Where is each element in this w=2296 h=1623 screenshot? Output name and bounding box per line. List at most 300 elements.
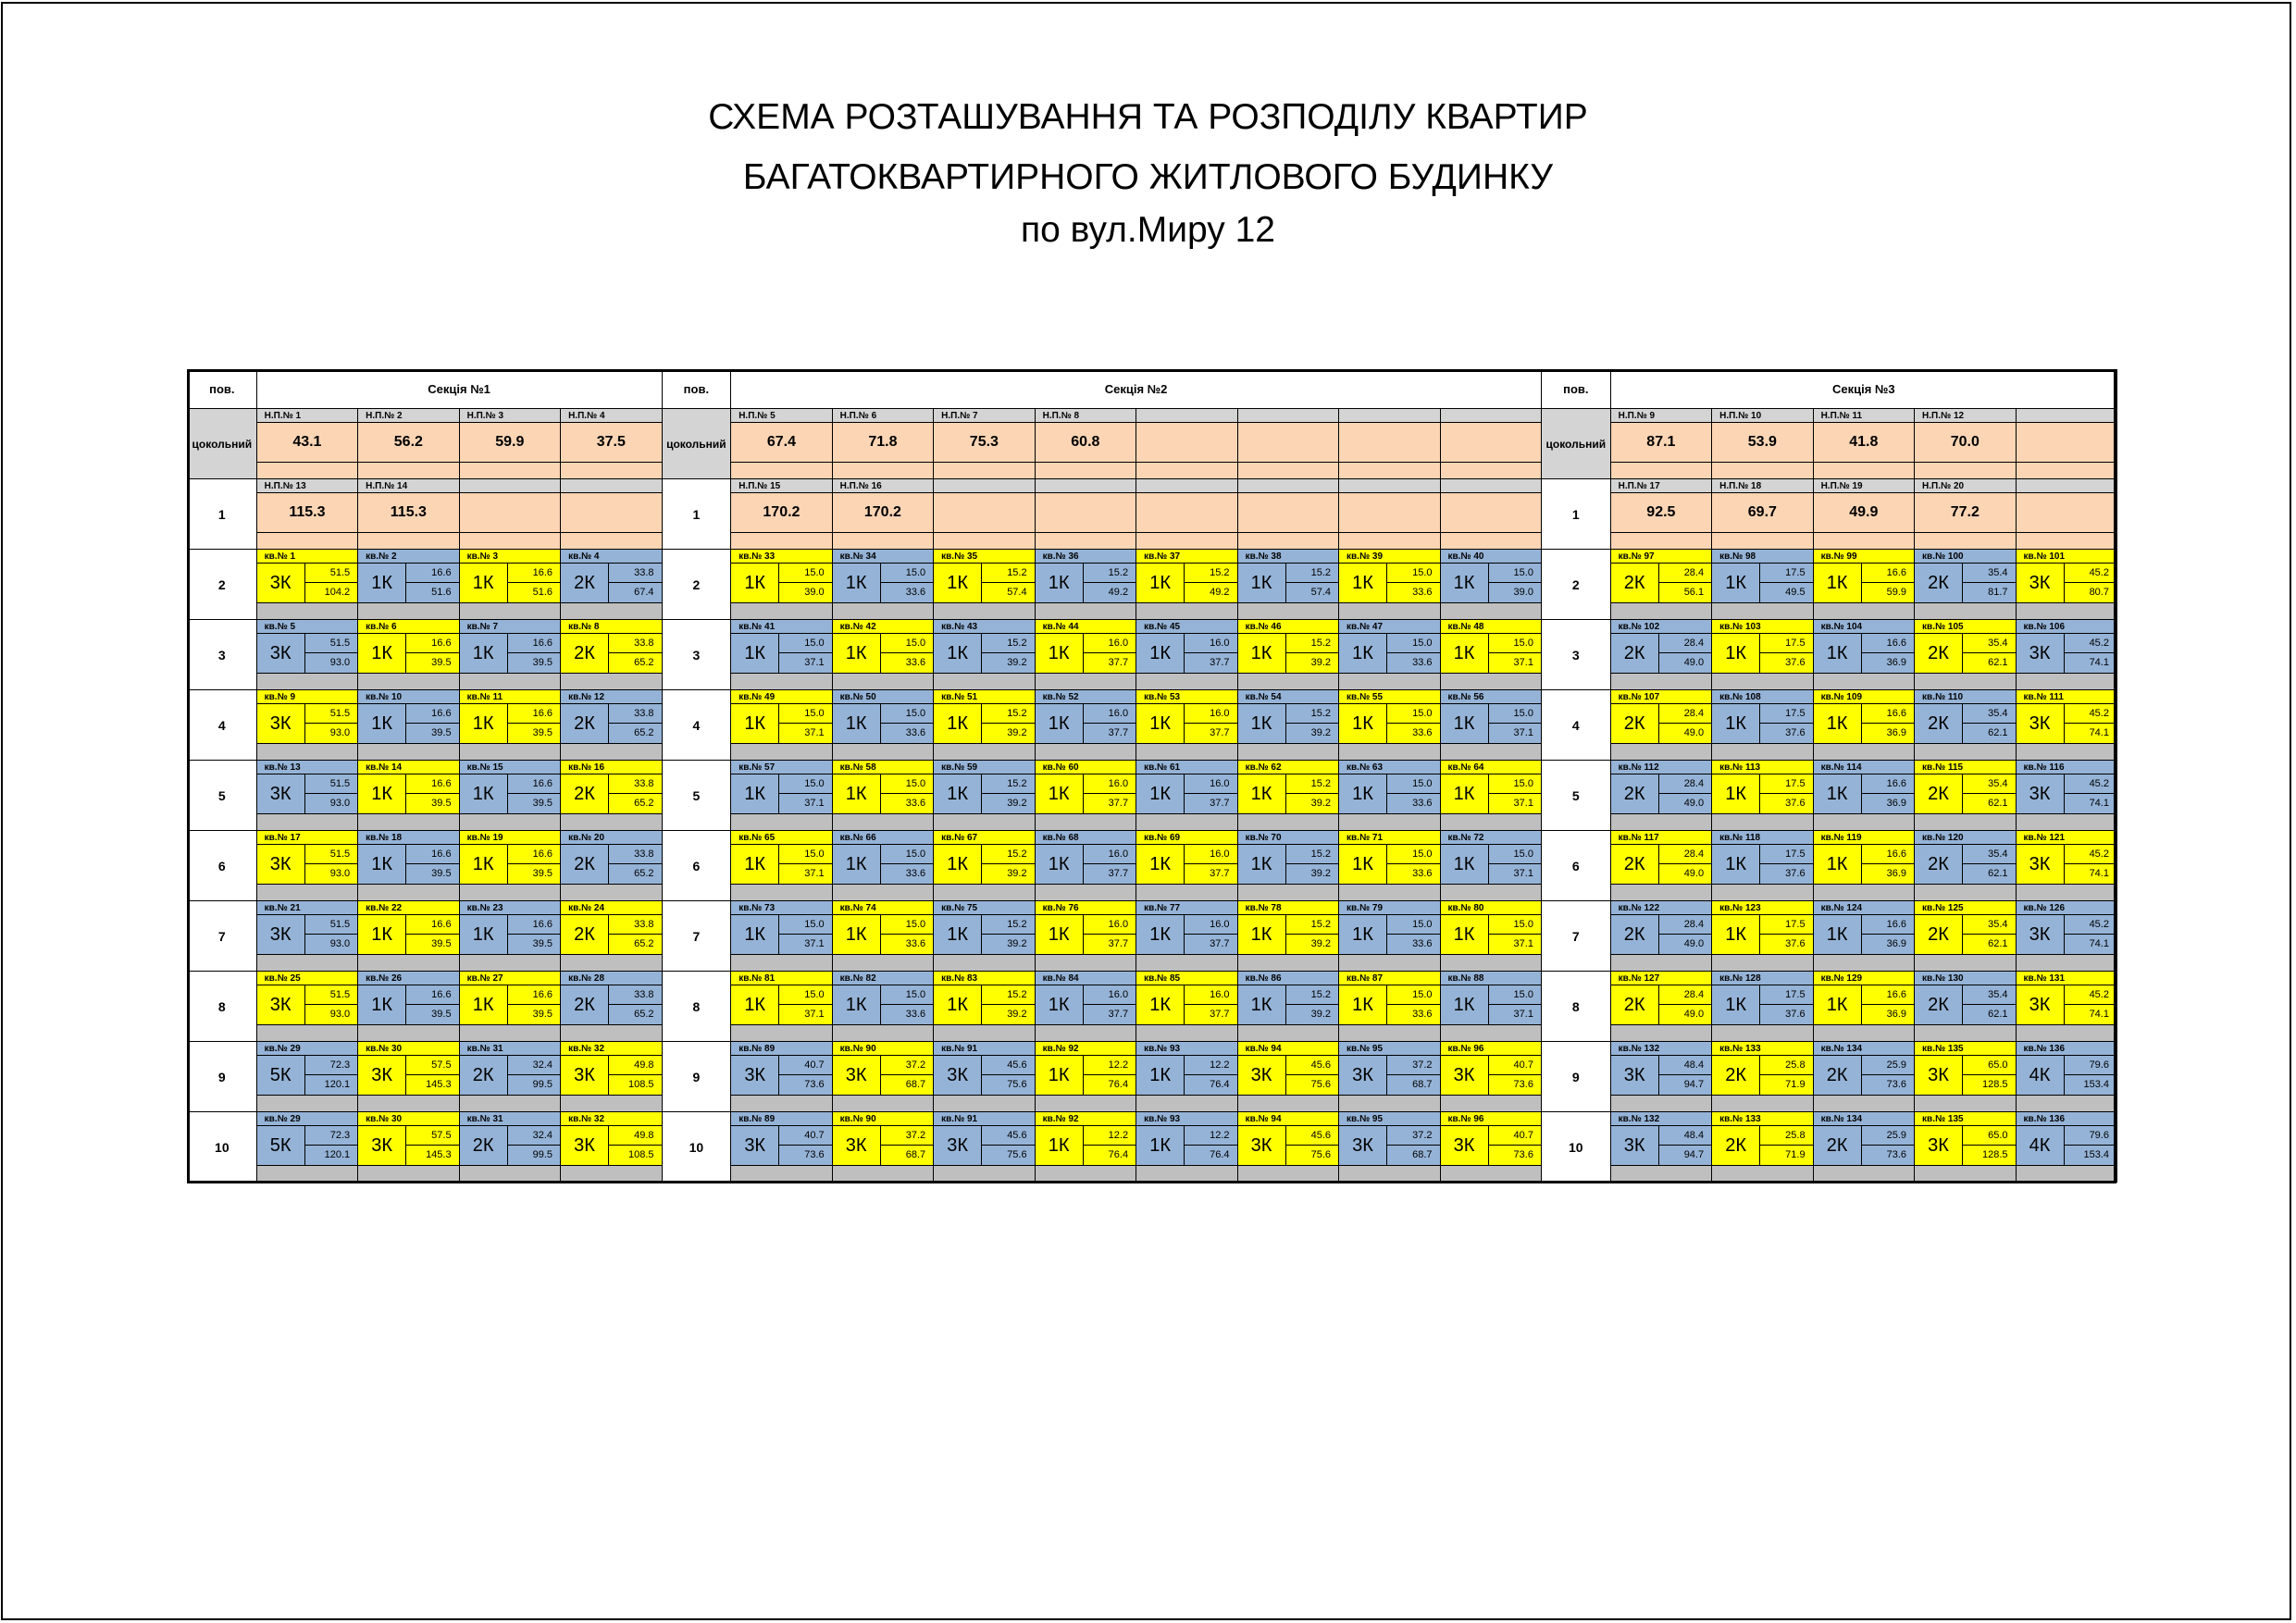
- premises-area-box: [1814, 423, 1914, 462]
- apartment-number: кв.№ 105: [1915, 620, 2015, 634]
- row-spacer: [731, 884, 831, 900]
- total-area: 39.5: [532, 868, 553, 879]
- living-area: 16.0: [1185, 845, 1236, 864]
- room-count: 3К: [257, 774, 305, 813]
- room-count: 1К: [1136, 985, 1185, 1024]
- living-area: 45.6: [982, 1056, 1034, 1075]
- room-count: 1К: [731, 564, 779, 602]
- row-spacer: [1441, 462, 1541, 478]
- row-spacer: [257, 1165, 357, 1182]
- apartment-cell: [1813, 1041, 1915, 1112]
- row-spacer: [1712, 1165, 1812, 1182]
- row-spacer: [257, 954, 357, 971]
- row-spacer: [1339, 532, 1439, 549]
- room-count: 1К: [1814, 845, 1862, 884]
- apartment-number: кв.№ 79: [1339, 901, 1439, 915]
- room-count: 2К: [1915, 564, 1963, 602]
- room-count: 1К: [833, 985, 881, 1024]
- apartment-number: кв.№ 99: [1814, 550, 1914, 564]
- apartment-info: [1611, 634, 1711, 673]
- premises-area: [934, 493, 1034, 532]
- living-area: 65.0: [1963, 1056, 2015, 1075]
- room-count: 1К: [1136, 1126, 1185, 1165]
- premises-number: [934, 479, 1034, 493]
- premises-area: 75.3: [969, 434, 999, 450]
- apartment-number: кв.№ 80: [1441, 901, 1541, 915]
- apartment-number: кв.№ 63: [1339, 761, 1439, 774]
- room-count: 1К: [1036, 564, 1084, 602]
- apartment-number: кв.№ 11: [460, 690, 560, 704]
- row-spacer: [1339, 884, 1439, 900]
- premises-area: 92.5: [1646, 504, 1676, 520]
- row-spacer: [257, 462, 357, 478]
- row-spacer: [1712, 532, 1812, 549]
- apartment-number: кв.№ 110: [1915, 690, 2015, 704]
- premises-area: [1339, 493, 1439, 532]
- row-spacer: [934, 743, 1034, 760]
- living-area: 16.0: [1185, 915, 1236, 935]
- apartment-info: [833, 1126, 933, 1165]
- room-count: 3К: [2017, 985, 2065, 1024]
- living-area: 49.8: [609, 1126, 661, 1146]
- floor-label: 3: [662, 619, 732, 690]
- living-area: 15.2: [982, 774, 1034, 794]
- apartment-number: кв.№ 61: [1136, 761, 1236, 774]
- apartment-number: кв.№ 86: [1238, 972, 1338, 985]
- premises-area-box: [731, 493, 831, 532]
- apartment-cell: [730, 971, 832, 1042]
- apartment-number: кв.№ 67: [934, 831, 1034, 845]
- room-count: 1К: [1339, 915, 1387, 954]
- apartment-cell: [1440, 760, 1542, 831]
- premises-number: Н.П.№ 19: [1814, 479, 1914, 493]
- apartment-info: [934, 704, 1034, 743]
- apartment-info: [731, 985, 831, 1024]
- premises-area-box: [1915, 423, 2015, 462]
- row-spacer: [833, 743, 933, 760]
- living-area: 15.0: [881, 564, 933, 583]
- apartment-number: кв.№ 136: [2017, 1042, 2116, 1056]
- row-spacer: [833, 602, 933, 619]
- room-count: 1К: [1136, 1056, 1185, 1095]
- row-spacer: [731, 813, 831, 830]
- living-area: 33.8: [609, 985, 661, 1005]
- premises-cell: [1136, 408, 1237, 479]
- row-spacer: [1915, 673, 2015, 689]
- apartment-info: [1915, 774, 2015, 813]
- apartment-number: кв.№ 41: [731, 620, 831, 634]
- room-count: 2К: [1611, 774, 1659, 813]
- total-area: 33.6: [905, 587, 926, 598]
- living-area: 40.7: [1489, 1126, 1541, 1146]
- apartment-cell: [560, 689, 662, 761]
- living-area: 45.2: [2065, 634, 2116, 653]
- apartment-cell: [1136, 971, 1237, 1042]
- premises-area: 70.0: [1950, 434, 1980, 450]
- living-area: 33.8: [609, 634, 661, 653]
- room-count: 1К: [460, 985, 508, 1024]
- living-area: 33.8: [609, 845, 661, 864]
- row-spacer: [460, 462, 560, 478]
- apartment-cell: [1237, 760, 1339, 831]
- apartment-cell: [1440, 689, 1542, 761]
- total-area: 49.0: [1683, 868, 1705, 879]
- apartment-cell: [560, 1111, 662, 1183]
- floor-label: 10: [662, 1111, 732, 1183]
- apartment-number: кв.№ 20: [561, 831, 661, 845]
- total-area: 145.3: [426, 1079, 452, 1090]
- premises-area: 115.3: [289, 504, 326, 520]
- apartment-info: [1136, 634, 1236, 673]
- row-spacer: [1136, 813, 1236, 830]
- apartment-number: кв.№ 91: [934, 1112, 1034, 1126]
- apartment-number: кв.№ 4: [561, 550, 661, 564]
- premises-area: [561, 493, 661, 532]
- row-spacer: [1238, 884, 1338, 900]
- apartment-info: [2017, 985, 2116, 1024]
- room-count: 3К: [833, 1126, 881, 1165]
- living-area: 45.6: [1286, 1126, 1338, 1146]
- row-spacer: [1238, 462, 1338, 478]
- apartment-cell: [1813, 619, 1915, 690]
- apartment-number: кв.№ 83: [934, 972, 1034, 985]
- premises-area-box: [833, 493, 933, 532]
- row-spacer: [358, 532, 458, 549]
- total-area: 37.1: [804, 798, 825, 809]
- row-spacer: [1036, 602, 1136, 619]
- total-area: 33.6: [1412, 798, 1433, 809]
- apartment-number: кв.№ 132: [1611, 1042, 1711, 1056]
- apartment-cell: [1440, 830, 1542, 901]
- premises-cell: [1136, 478, 1237, 550]
- premises-cell: [459, 408, 561, 479]
- room-count: 1К: [1036, 985, 1084, 1024]
- living-area: 16.6: [406, 564, 458, 583]
- row-spacer: [1915, 532, 2015, 549]
- row-spacer: [934, 1165, 1034, 1182]
- apartment-info: [1814, 774, 1914, 813]
- room-count: 1К: [1441, 845, 1489, 884]
- total-area: 93.0: [329, 657, 351, 668]
- apartment-info: [1036, 704, 1136, 743]
- apartment-info: [2017, 704, 2116, 743]
- apartment-info: [731, 915, 831, 954]
- row-spacer: [257, 1095, 357, 1111]
- apartment-number: кв.№ 124: [1814, 901, 1914, 915]
- premises-cell: [560, 408, 662, 479]
- living-area: 16.0: [1185, 634, 1236, 653]
- apartment-info: [561, 1126, 661, 1165]
- row-spacer: [561, 673, 661, 689]
- apartment-number: кв.№ 127: [1611, 972, 1711, 985]
- room-count: 2К: [561, 634, 609, 673]
- apartment-info: [833, 564, 933, 602]
- premises-area-box: [1036, 493, 1136, 532]
- apartment-number: кв.№ 39: [1339, 550, 1439, 564]
- total-area: 33.6: [1412, 1009, 1433, 1020]
- premises-cell: [1914, 478, 2016, 550]
- total-area: 49.0: [1683, 798, 1705, 809]
- room-count: 2К: [1814, 1126, 1862, 1165]
- row-spacer: [561, 1095, 661, 1111]
- apartment-cell: [357, 549, 459, 620]
- row-spacer: [1814, 884, 1914, 900]
- apartment-info: [1238, 1126, 1338, 1165]
- row-spacer: [1441, 813, 1541, 830]
- apartment-number: кв.№ 64: [1441, 761, 1541, 774]
- apartment-cell: [1813, 760, 1915, 831]
- room-count: 3К: [731, 1056, 779, 1095]
- apartment-number: кв.№ 92: [1036, 1112, 1136, 1126]
- floor-label: 4: [187, 689, 257, 761]
- living-area: 28.4: [1659, 845, 1711, 864]
- apartment-cell: [2016, 619, 2117, 690]
- row-spacer: [1441, 884, 1541, 900]
- total-area: 74.1: [2089, 727, 2109, 738]
- apartment-info: [1136, 845, 1236, 884]
- apartment-info: [1136, 564, 1236, 602]
- room-count: 3К: [2017, 915, 2065, 954]
- row-spacer: [1814, 743, 1914, 760]
- premises-cell: [832, 478, 934, 550]
- apartment-cell: [1914, 760, 2016, 831]
- room-count: 1К: [460, 704, 508, 743]
- total-area: 93.0: [329, 868, 351, 879]
- living-area: 35.4: [1963, 985, 2015, 1005]
- apartment-info: [1036, 985, 1136, 1024]
- premises-number: [1136, 479, 1236, 493]
- apartment-number: кв.№ 130: [1915, 972, 2015, 985]
- living-area: 48.4: [1659, 1126, 1711, 1146]
- apartment-cell: [1035, 1041, 1136, 1112]
- row-spacer: [358, 743, 458, 760]
- premises-cell: [1237, 408, 1339, 479]
- apartment-cell: [357, 619, 459, 690]
- apartment-info: [833, 774, 933, 813]
- apartment-cell: [832, 830, 934, 901]
- premises-area: [1136, 423, 1236, 462]
- room-count: 3К: [257, 985, 305, 1024]
- apartment-info: [1136, 1056, 1236, 1095]
- premises-area: 56.2: [393, 434, 423, 450]
- room-count: 3К: [358, 1056, 406, 1095]
- apartment-cell: [1338, 619, 1440, 690]
- room-count: 1К: [731, 774, 779, 813]
- row-spacer: [1136, 532, 1236, 549]
- row-spacer: [257, 673, 357, 689]
- apartment-cell: [357, 1041, 459, 1112]
- row-spacer: [2017, 462, 2116, 478]
- apartment-cell: [1914, 830, 2016, 901]
- apartment-number: кв.№ 1: [257, 550, 357, 564]
- room-count: 2К: [1712, 1056, 1760, 1095]
- apartment-info: [358, 915, 458, 954]
- apartment-number: кв.№ 57: [731, 761, 831, 774]
- room-count: 2К: [561, 704, 609, 743]
- apartment-number: кв.№ 7: [460, 620, 560, 634]
- living-area: 15.0: [881, 774, 933, 794]
- row-spacer: [1339, 813, 1439, 830]
- row-spacer: [1915, 1024, 2015, 1041]
- total-area: 39.2: [1007, 1009, 1027, 1020]
- row-spacer: [561, 813, 661, 830]
- row-spacer: [833, 532, 933, 549]
- total-area: 73.6: [1886, 1149, 1907, 1160]
- row-spacer: [1036, 1095, 1136, 1111]
- row-spacer: [1136, 1024, 1236, 1041]
- living-area: 79.6: [2065, 1126, 2116, 1146]
- row-spacer: [460, 532, 560, 549]
- premises-area-box: [1915, 493, 2015, 532]
- living-area: 35.4: [1963, 774, 2015, 794]
- apartment-info: [358, 985, 458, 1024]
- premises-cell: [730, 408, 832, 479]
- apartment-info: [561, 985, 661, 1024]
- apartment-info: [1611, 1056, 1711, 1095]
- room-count: 1К: [731, 915, 779, 954]
- apartment-number: кв.№ 103: [1712, 620, 1812, 634]
- apartment-info: [1339, 1126, 1439, 1165]
- premises-area-box: [358, 423, 458, 462]
- header-section-1: Секція №1: [256, 369, 663, 409]
- total-area: 62.1: [1988, 1009, 2008, 1020]
- premises-cell: [1813, 408, 1915, 479]
- floor-label: цокольний: [1541, 408, 1611, 479]
- row-spacer: [833, 1024, 933, 1041]
- total-area: 39.2: [1310, 1009, 1332, 1020]
- apartment-number: кв.№ 131: [2017, 972, 2116, 985]
- row-spacer: [1915, 462, 2015, 478]
- room-count: 1К: [1339, 704, 1387, 743]
- floor-label: 8: [662, 971, 732, 1042]
- living-area: 57.5: [406, 1056, 458, 1075]
- total-area: 39.2: [1310, 727, 1332, 738]
- floor-label: цокольний: [187, 408, 257, 479]
- premises-area: [1036, 493, 1136, 532]
- apartment-number: кв.№ 94: [1238, 1042, 1338, 1056]
- apartment-cell: [1237, 549, 1339, 620]
- total-area: 65.2: [634, 868, 654, 879]
- apartment-info: [257, 704, 357, 743]
- apartment-cell: [560, 971, 662, 1042]
- living-area: 15.0: [779, 564, 831, 583]
- room-count: 2К: [1915, 774, 1963, 813]
- apartment-cell: [256, 760, 358, 831]
- premises-area: 43.1: [292, 434, 322, 450]
- floor-label: 9: [187, 1041, 257, 1112]
- row-spacer: [1915, 743, 2015, 760]
- floor-label: 2: [187, 549, 257, 620]
- row-spacer: [731, 602, 831, 619]
- apartment-cell: [2016, 689, 2117, 761]
- apartment-info: [561, 774, 661, 813]
- apartment-info: [358, 1056, 458, 1095]
- apartment-number: кв.№ 3: [460, 550, 560, 564]
- total-area: 37.1: [804, 657, 825, 668]
- living-area: 40.7: [779, 1126, 831, 1146]
- apartment-info: [460, 704, 560, 743]
- living-area: 33.8: [609, 774, 661, 794]
- premises-cell: [1338, 408, 1440, 479]
- room-count: 1К: [934, 704, 982, 743]
- living-area: 15.2: [982, 634, 1034, 653]
- living-area: 15.0: [779, 704, 831, 724]
- apartment-cell: [1711, 830, 1813, 901]
- apartment-cell: [1338, 1041, 1440, 1112]
- room-count: 1К: [1036, 915, 1084, 954]
- premises-cell: [933, 478, 1035, 550]
- apartment-info: [1814, 1126, 1914, 1165]
- apartment-number: кв.№ 69: [1136, 831, 1236, 845]
- total-area: 37.7: [1108, 727, 1129, 738]
- row-spacer: [1036, 954, 1136, 971]
- apartment-cell: [256, 619, 358, 690]
- apartment-cell: [1035, 900, 1136, 972]
- row-spacer: [1814, 602, 1914, 619]
- apartment-cell: [2016, 549, 2117, 620]
- premises-number: Н.П.№ 14: [358, 479, 458, 493]
- apartment-info: [934, 845, 1034, 884]
- room-count: 1К: [1238, 704, 1286, 743]
- living-area: 51.5: [305, 704, 357, 724]
- apartment-number: кв.№ 108: [1712, 690, 1812, 704]
- apartment-info: [460, 1126, 560, 1165]
- row-spacer: [1611, 1095, 1711, 1111]
- living-area: 17.5: [1760, 774, 1812, 794]
- row-spacer: [1915, 813, 2015, 830]
- living-area: 16.6: [406, 774, 458, 794]
- room-count: 1К: [1441, 985, 1489, 1024]
- living-area: 45.2: [2065, 845, 2116, 864]
- floor-label: 5: [1541, 760, 1611, 831]
- premises-area-box: [1339, 423, 1439, 462]
- apartment-cell: [1610, 760, 1712, 831]
- room-count: 1К: [1136, 564, 1185, 602]
- total-area: 68.7: [905, 1079, 926, 1090]
- apartment-number: кв.№ 44: [1036, 620, 1136, 634]
- apartment-number: кв.№ 95: [1339, 1112, 1439, 1126]
- apartment-number: кв.№ 33: [731, 550, 831, 564]
- apartment-info: [1915, 634, 2015, 673]
- apartment-info: [1712, 845, 1812, 884]
- total-area: 37.1: [1513, 727, 1533, 738]
- total-area: 33.6: [905, 798, 926, 809]
- apartment-cell: [1813, 971, 1915, 1042]
- total-area: 49.0: [1683, 727, 1705, 738]
- room-count: 3К: [358, 1126, 406, 1165]
- room-count: 3К: [561, 1056, 609, 1095]
- apartment-info: [1238, 634, 1338, 673]
- row-spacer: [1814, 1024, 1914, 1041]
- total-area: 33.6: [1412, 587, 1433, 598]
- premises-area-box: [460, 493, 560, 532]
- apartment-cell: [1711, 1041, 1813, 1112]
- total-area: 37.7: [1108, 938, 1129, 949]
- apartment-cell: [1610, 689, 1712, 761]
- row-spacer: [1814, 1095, 1914, 1111]
- premises-area: 170.2: [763, 504, 800, 520]
- room-count: 1К: [1136, 845, 1185, 884]
- premises-area: 67.4: [766, 434, 796, 450]
- apartment-info: [1814, 634, 1914, 673]
- apartment-cell: [933, 971, 1035, 1042]
- row-spacer: [1611, 532, 1711, 549]
- premises-number: [1036, 479, 1136, 493]
- living-area: 15.2: [1286, 915, 1338, 935]
- apartment-cell: [459, 619, 561, 690]
- row-spacer: [1441, 602, 1541, 619]
- premises-number: Н.П.№ 7: [934, 409, 1034, 423]
